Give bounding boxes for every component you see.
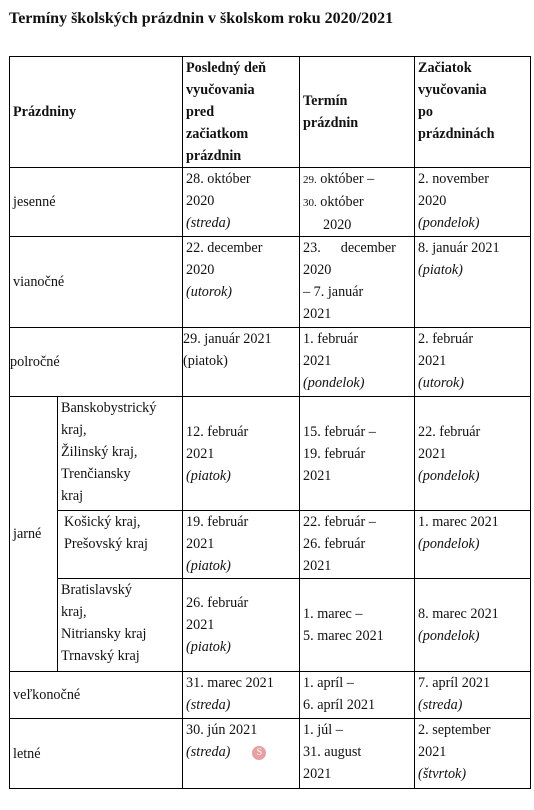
table-row bbox=[10, 511, 531, 579]
start-cell: 2. september 2021 (štvrtok) bbox=[415, 719, 531, 789]
term-cell: 15. február – 19. február 2021 bbox=[300, 397, 415, 511]
start-cell: 1. marec 2021 (pondelok) bbox=[415, 511, 531, 579]
term-cell: 1. apríl – 6. apríl 2021 bbox=[300, 672, 415, 719]
holiday-table bbox=[9, 56, 531, 789]
last-day-cell: 12. február 2021 (piatok) bbox=[183, 397, 300, 511]
header-term: Termín prázdnin bbox=[300, 57, 415, 168]
last-day-cell: 26. február 2021 (piatok) bbox=[183, 579, 300, 672]
term-cell: 1. marec – 5. marec 2021 bbox=[300, 579, 415, 672]
row-name: jarné bbox=[10, 397, 58, 672]
row-name: veľkonočné bbox=[10, 672, 183, 719]
table-row bbox=[10, 328, 531, 397]
term-cell: 1. február 2021 (pondelok) bbox=[300, 328, 415, 397]
table-row bbox=[10, 168, 531, 237]
start-cell: 8. január 2021 (piatok) bbox=[415, 237, 531, 328]
page-title: Termíny školských prázdnin v školskom roku 2020/2021 bbox=[9, 10, 394, 27]
table-row bbox=[10, 237, 531, 328]
start-cell: 8. marec 2021 (pondelok) bbox=[415, 579, 531, 672]
row-name: polročné bbox=[10, 328, 183, 397]
header-holidays: Prázdniny bbox=[10, 57, 183, 168]
watermark-logo-icon: S bbox=[252, 746, 266, 760]
row-name: letné bbox=[10, 719, 183, 789]
last-day-cell: 19. február 2021 (piatok) bbox=[183, 511, 300, 579]
term-cell: 1. júl – 31. august 2021 bbox=[300, 719, 415, 789]
region-cell: Banskobystrický kraj, Žilinský kraj, Trenčiansky kraj bbox=[58, 397, 183, 511]
term-cell: 23. december 2020 – 7. január 2021 bbox=[300, 237, 415, 328]
start-cell: 2. november 2020 (pondelok) bbox=[415, 168, 531, 237]
table-row bbox=[10, 579, 531, 672]
last-day-cell: 29. január 2021 (piatok) bbox=[183, 328, 300, 397]
start-cell: 7. apríl 2021 (streda) bbox=[415, 672, 531, 719]
row-name: jesenné bbox=[10, 168, 183, 237]
start-cell: 22. február 2021 (pondelok) bbox=[415, 397, 531, 511]
start-cell: 2. február 2021 (utorok) bbox=[415, 328, 531, 397]
region-cell: Košický kraj, Prešovský kraj bbox=[58, 511, 183, 579]
term-cell: 22. február – 26. február 2021 bbox=[300, 511, 415, 579]
region-cell: Bratislavský kraj, Nitriansky kraj Trnavský kraj bbox=[58, 579, 183, 672]
header-start: Začiatok vyučovania po prázdninách bbox=[415, 57, 531, 168]
last-day-cell: 28. október 2020 (streda) bbox=[183, 168, 300, 237]
header-last-day: Posledný deň vyučovania pred začiatkom prázdnin bbox=[183, 57, 300, 168]
last-day-cell: 30. jún 2021 (streda) S bbox=[183, 719, 300, 789]
term-cell: 29. október – 30. október 2020 bbox=[300, 168, 415, 237]
table-row bbox=[10, 397, 531, 511]
header-row bbox=[10, 57, 531, 168]
last-day-cell: 22. december 2020 (utorok) bbox=[183, 237, 300, 328]
last-day-cell: 31. marec 2021 (streda) bbox=[183, 672, 300, 719]
table-row bbox=[10, 672, 531, 719]
row-name: vianočné bbox=[10, 237, 183, 328]
table-row bbox=[10, 719, 531, 789]
